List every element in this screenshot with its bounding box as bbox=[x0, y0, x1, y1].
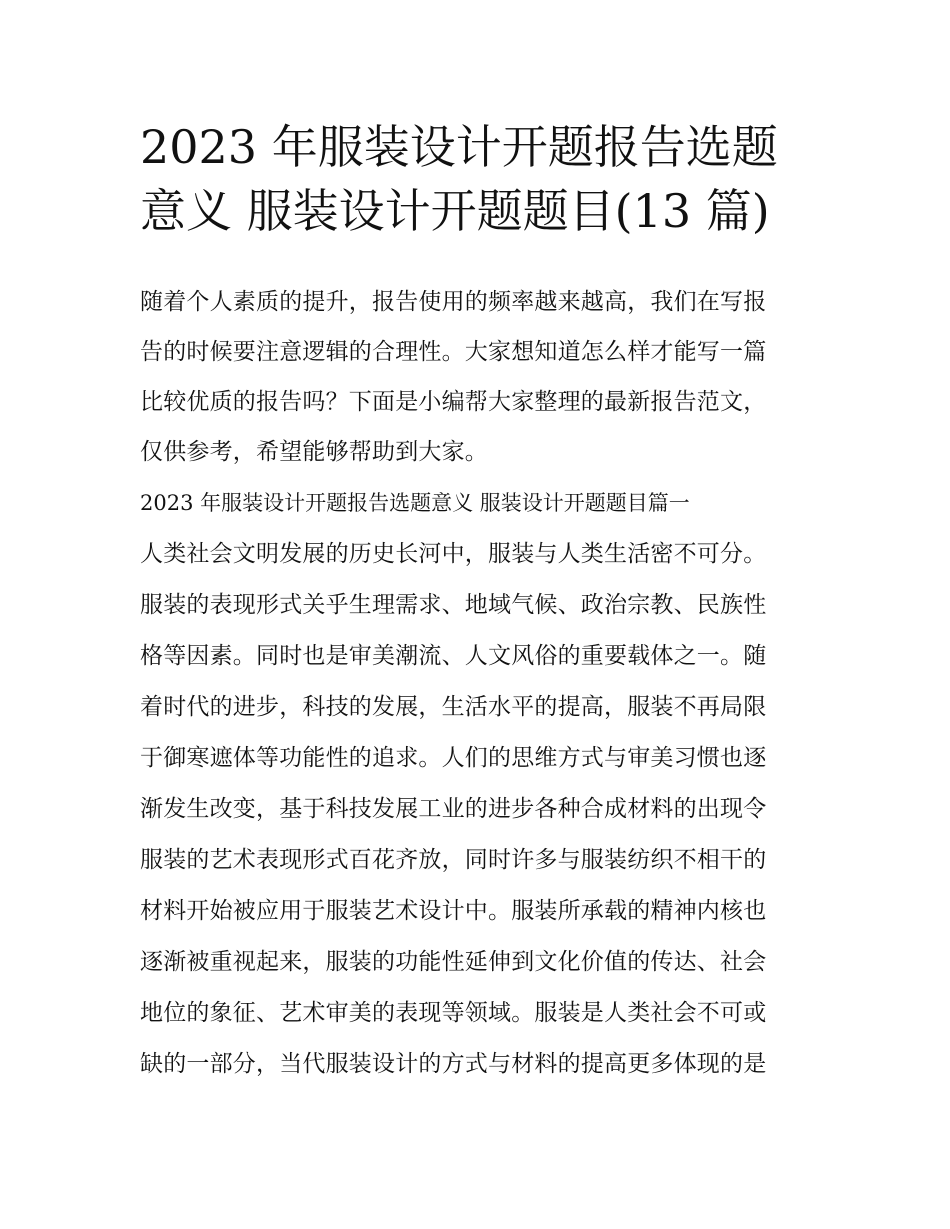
section-line-6: 渐发生改变，基于科技发展工业的进步各种合成材料的出现令 bbox=[140, 796, 767, 822]
section-line-11: 缺的一部分，当代服装设计的方式与材料的提高更多体现的是 bbox=[140, 1051, 767, 1077]
section-line-9: 逐渐被重视起来，服装的功能性延伸到文化价值的传达、社会 bbox=[140, 949, 767, 975]
section-line-2: 服装的表现形式关乎生理需求、地域气候、政治宗教、民族性 bbox=[140, 592, 767, 618]
title-line-2: 意义 服装设计开题题目(13 篇) bbox=[140, 184, 770, 238]
section-line-4: 着时代的进步，科技的发展，生活水平的提高，服装不再局限 bbox=[140, 694, 767, 720]
intro-line-4: 仅供参考，希望能够帮助到大家。 bbox=[140, 439, 488, 465]
intro-line-1: 随着个人素质的提升，报告使用的频率越来越高，我们在写报 bbox=[140, 289, 767, 315]
section-line-5: 于御寒遮体等功能性的追求。人们的思维方式与审美习惯也逐 bbox=[140, 745, 767, 771]
section-line-8: 材料开始被应用于服装艺术设计中。服装所承载的精神内核也 bbox=[140, 898, 767, 924]
section-line-7: 服装的艺术表现形式百花齐放，同时许多与服装纺织不相干的 bbox=[140, 847, 767, 873]
document-title bbox=[140, 115, 820, 243]
title-line-1: 2023 年服装设计开题报告选题 bbox=[140, 120, 778, 174]
section-heading: 2023 年服装设计开题报告选题意义 服装设计开题题目篇一 bbox=[140, 491, 690, 515]
section-line-10: 地位的象征、艺术审美的表现等领域。服装是人类社会不可或 bbox=[140, 1000, 767, 1026]
intro-line-2: 告的时候要注意逻辑的合理性。大家想知道怎么样才能写一篇 bbox=[140, 339, 767, 365]
intro-line-3: 比较优质的报告吗？下面是小编帮大家整理的最新报告范文， bbox=[140, 389, 767, 415]
section-line-1: 人类社会文明发展的历史长河中，服装与人类生活密不可分。 bbox=[140, 541, 767, 567]
section-line-3: 格等因素。同时也是审美潮流、人文风俗的重要载体之一。随 bbox=[140, 643, 767, 669]
